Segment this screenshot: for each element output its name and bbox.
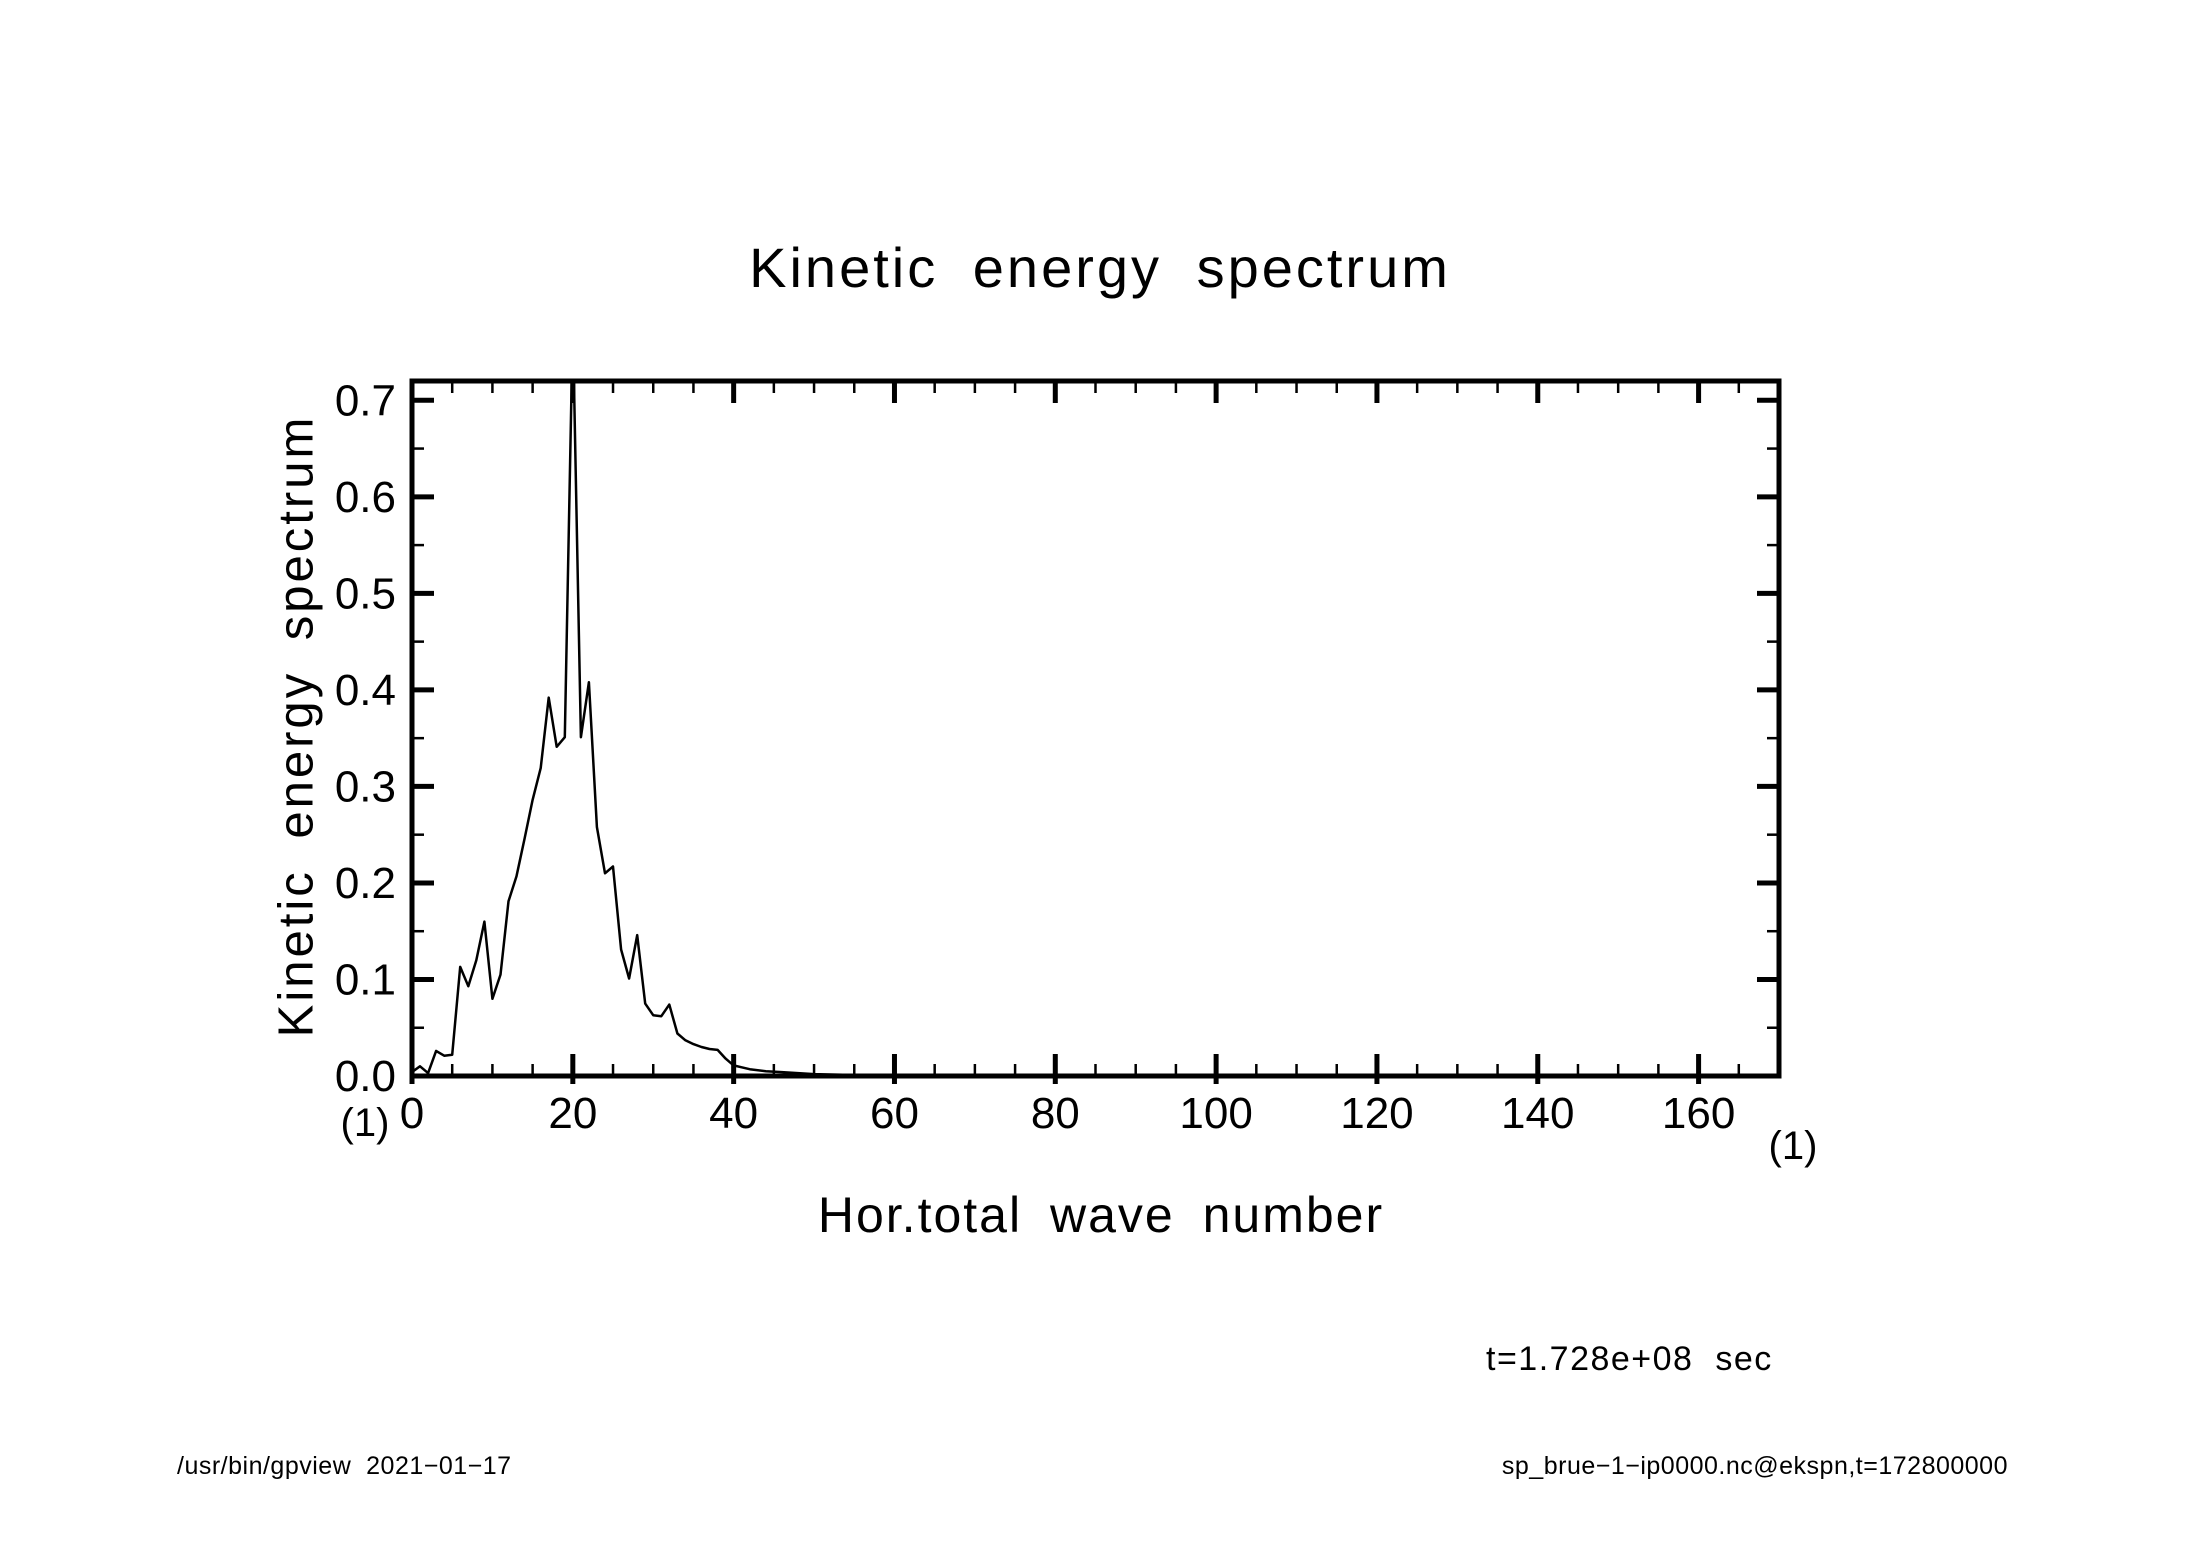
y-axis-label: Kinetic energy spectrum — [269, 414, 324, 1038]
plot-frame — [412, 381, 1779, 1076]
y-tick-label: 0.5 — [334, 569, 396, 619]
y-tick-label: 0.0 — [334, 1052, 396, 1101]
footer-dataset-info: sp_brue−1−ip0000.nc@ekspn,t=172800000 — [1501, 1452, 2008, 1480]
x-tick-label: 140 — [1501, 1089, 1575, 1138]
x-axis-label: Hor.total wave number — [817, 1187, 1385, 1243]
y-tick-label: 0.4 — [334, 665, 396, 715]
footer-command-date: /usr/bin/gpview 2021−01−17 — [177, 1452, 512, 1480]
x-tick-label: 80 — [1030, 1089, 1080, 1138]
y-tick-label: 0.2 — [334, 858, 396, 908]
x-tick-label: 160 — [1661, 1089, 1736, 1138]
spectrum-curve — [412, 323, 1779, 1076]
x-axis-unit-label: (1) — [1768, 1124, 1818, 1168]
y-tick-label: 0.6 — [334, 472, 396, 522]
y-tick-label: 0.1 — [334, 955, 396, 1005]
x-tick-label: 20 — [548, 1089, 598, 1138]
x-tick-label: 120 — [1340, 1089, 1414, 1138]
y-axis-unit-label: (1) — [340, 1101, 390, 1145]
chart-title: Kinetic energy spectrum — [749, 236, 1451, 299]
x-tick-label: 100 — [1179, 1089, 1253, 1138]
y-tick-label: 0.3 — [334, 762, 396, 812]
time-annotation: t=1.728e+08 sec — [1486, 1340, 1773, 1378]
x-tick-label: 0 — [399, 1089, 425, 1138]
x-tick-label: 60 — [869, 1089, 919, 1138]
y-tick-label: 0.7 — [334, 376, 396, 426]
x-tick-label: 40 — [709, 1089, 759, 1138]
